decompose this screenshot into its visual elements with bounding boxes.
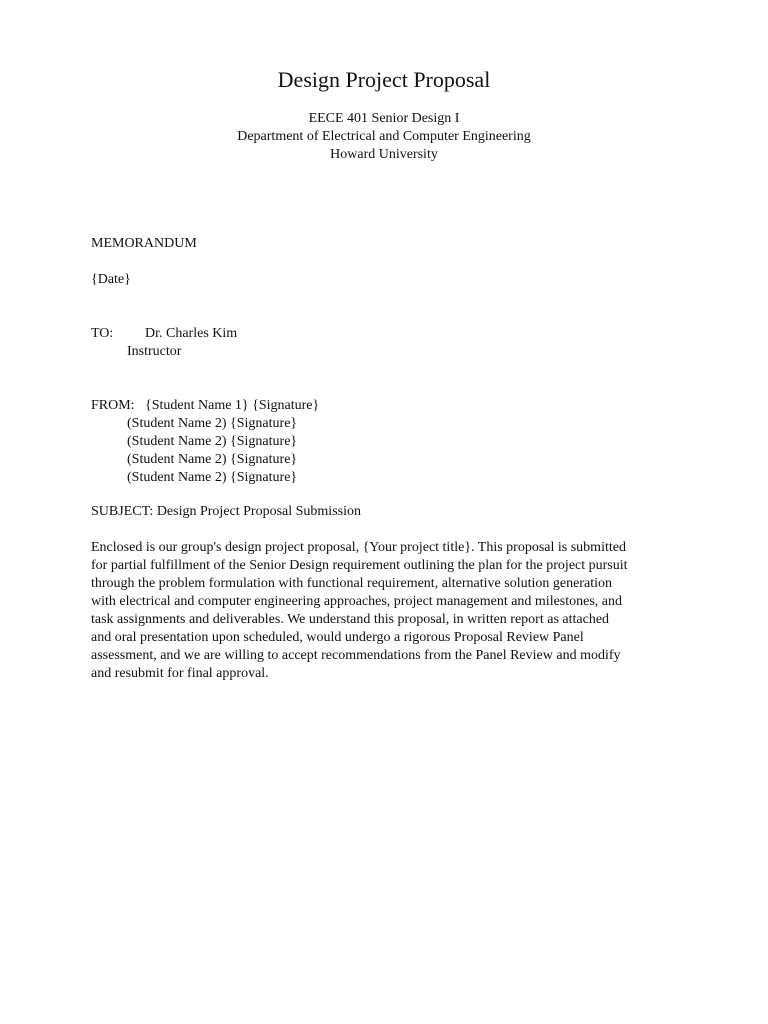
to-title: Instructor <box>127 344 182 359</box>
from-label: FROM: <box>91 398 135 413</box>
subject-line: SUBJECT: Design Project Proposal Submission <box>91 504 361 519</box>
body-line: through the problem formulation with functional requirement, alternative solution generation <box>91 576 612 591</box>
from-row: (Student Name 2) {Signature} <box>127 434 298 449</box>
to-name: Dr. Charles Kim <box>145 326 238 341</box>
date-placeholder: {Date} <box>91 272 131 287</box>
to-label: TO: <box>91 326 114 341</box>
body-line: assessment, and we are willing to accept recommendations from the Panel Review and modify <box>91 648 621 663</box>
document-title: Design Project Proposal <box>277 67 491 92</box>
body-paragraph <box>91 539 691 683</box>
body-line: for partial fulfillment of the Senior Design requirement outlining the plan for the project pursuit <box>91 558 628 573</box>
body-line: task assignments and deliverables. We understand this proposal, in written report as attached <box>91 612 610 627</box>
from-row: {Student Name 1} {Signature} <box>145 398 320 413</box>
from-row: (Student Name 2) {Signature} <box>127 452 298 467</box>
from-row: (Student Name 2) {Signature} <box>127 416 298 431</box>
body-line: Enclosed is our group's design project proposal, {Your project title}. This proposal is submitted <box>91 540 626 555</box>
memo-heading: MEMORANDUM <box>91 236 197 251</box>
body-line: and oral presentation upon scheduled, would undergo a rigorous Proposal Review Panel <box>91 630 584 645</box>
course-line: EECE 401 Senior Design I <box>308 111 460 126</box>
body-line: and resubmit for final approval. <box>91 666 269 681</box>
document-header <box>0 110 768 164</box>
from-list <box>127 397 320 487</box>
body-line: with electrical and computer engineering approaches, project management and milestones, and <box>91 594 623 609</box>
university-line: Howard University <box>330 147 438 162</box>
from-row: (Student Name 2) {Signature} <box>127 470 298 485</box>
department-line: Department of Electrical and Computer Engineering <box>237 129 531 144</box>
